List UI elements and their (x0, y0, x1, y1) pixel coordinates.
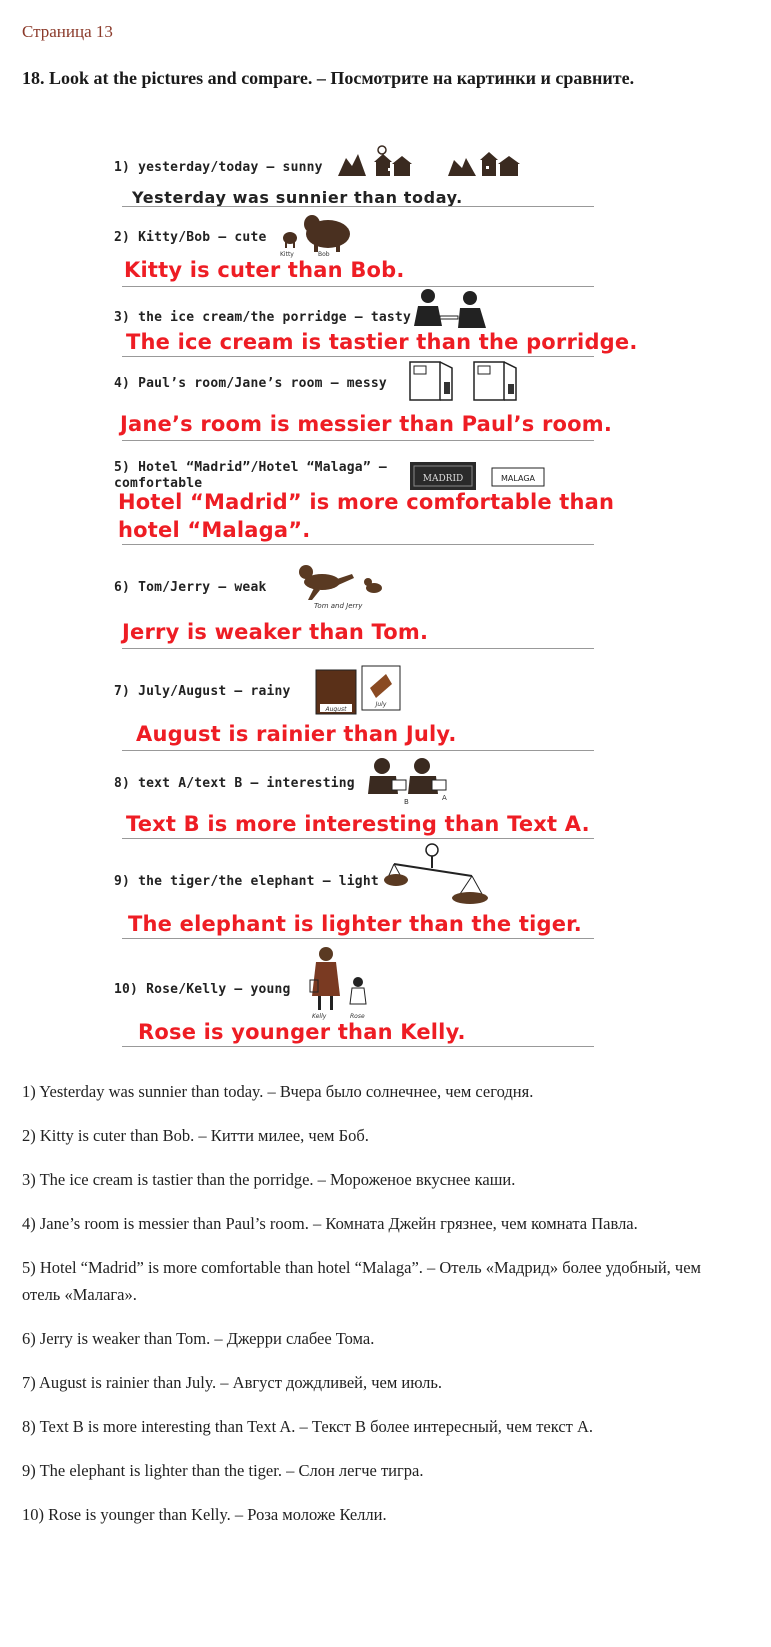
village-sunny-picture (336, 144, 526, 178)
exercise-prompt: 8) text A/text B — interesting (114, 776, 355, 791)
exercise-prompt: 5) Hotel “Madrid”/Hotel “Malaga” — comfortable (114, 460, 387, 491)
answer-line (122, 648, 594, 649)
answer-line (122, 286, 594, 287)
picture-label: Kitty (280, 251, 294, 258)
translation-line: 1) Yesterday was sunnier than today. – Вчера было солнечнее, чем сегодня. (22, 1082, 534, 1101)
picture-label: August (325, 706, 347, 713)
picture-label: B (404, 798, 409, 806)
task-title: 18. Look at the pictures and compare. – Посмотрите на картинки и сравните. (22, 68, 635, 88)
answer-line (122, 1046, 594, 1047)
exercise-answer: The elephant is lighter than the tiger. (128, 912, 582, 936)
translation-line: 6) Jerry is weaker than Tom. – Джерри слабее Тома. (22, 1329, 375, 1348)
picture-label: Tom and Jerry (314, 602, 363, 610)
exercise-prompt: 2) Kitty/Bob — cute (114, 230, 267, 245)
exercise-answer: August is rainier than July. (136, 722, 457, 746)
exercise-answer: Hotel “Madrid” is more comfortable than hotel “Malaga”. (118, 490, 615, 542)
translation-line: 8) Text B is more interesting than Text A. – Текст B более интересный, чем текст А. (22, 1417, 594, 1436)
cat-and-mouse-picture (290, 560, 394, 610)
exercise-prompt: 10) Rose/Kelly — young (114, 982, 291, 997)
picture-label: Bob (318, 251, 330, 258)
translation-line: 9) The elephant is lighter than the tiger. – Слон легче тигра. (22, 1461, 424, 1480)
rooms-picture (408, 358, 526, 402)
exercise-prompt: 1) yesterday/today — sunny (114, 160, 323, 175)
translation-line: 2) Kitty is cuter than Bob. – Китти милее, чем Боб. (22, 1126, 369, 1145)
picture-label: MALAGA (500, 474, 536, 483)
exercise-answer: The ice cream is tastier than the porridge. (126, 330, 638, 354)
exercise-answer: Yesterday was sunnier than today. (132, 188, 463, 207)
balance-scale-picture (380, 842, 490, 906)
children-eating-picture (414, 288, 500, 330)
translations-list (22, 1078, 742, 1545)
page-label: Страница 13 (22, 22, 113, 41)
translation-line: 5) Hotel “Madrid” is more comfortable than hotel “Malaga”. – Отель «Мадрид» более удобный, чем отель «Малага». (22, 1258, 701, 1304)
calendar-pages-picture (314, 664, 404, 718)
picture-label: July (375, 701, 387, 708)
answer-line (122, 750, 594, 751)
exercise-prompt: 4) Paul’s room/Jane’s room — messy (114, 376, 387, 391)
picture-label: MADRID (422, 474, 464, 484)
exercise-answer: Jane’s room is messier than Paul’s room. (120, 412, 613, 436)
answer-line (122, 544, 594, 545)
dogs-picture (276, 210, 362, 258)
answer-line (122, 206, 594, 207)
exercise-image (110, 130, 640, 1090)
exercise-prompt: 9) the tiger/the elephant — light (114, 874, 379, 889)
exercise-prompt: 3) the ice cream/the porridge — tasty (114, 310, 411, 325)
exercise-answer: Jerry is weaker than Tom. (122, 620, 429, 644)
translation-line: 3) The ice cream is tastier than the porridge. – Мороженое вкуснее каши. (22, 1170, 516, 1189)
answer-line (122, 838, 594, 839)
picture-label: Rose (350, 1013, 365, 1020)
exercise-answer: Kitty is cuter than Bob. (124, 258, 405, 282)
children-reading-picture (368, 756, 458, 806)
picture-label: Kelly (312, 1013, 327, 1020)
translation-line: 10) Rose is younger than Kelly. – Роза моложе Келли. (22, 1505, 387, 1524)
exercise-prompt: 7) July/August — rainy (114, 684, 291, 699)
answer-line (122, 356, 594, 357)
translation-line: 4) Jane’s room is messier than Paul’s room. – Комната Джейн грязнее, чем комната Павла. (22, 1214, 638, 1233)
picture-label: A (442, 794, 447, 802)
translation-line: 7) August is rainier than July. – Август дождливей, чем июль. (22, 1373, 443, 1392)
woman-and-girl-picture (306, 944, 386, 1020)
exercise-prompt: 6) Tom/Jerry — weak (114, 580, 267, 595)
answer-line (122, 440, 594, 441)
answer-line (122, 938, 594, 939)
exercise-answer: Rose is younger than Kelly. (138, 1020, 466, 1044)
exercise-answer: Text B is more interesting than Text A. (126, 812, 590, 836)
